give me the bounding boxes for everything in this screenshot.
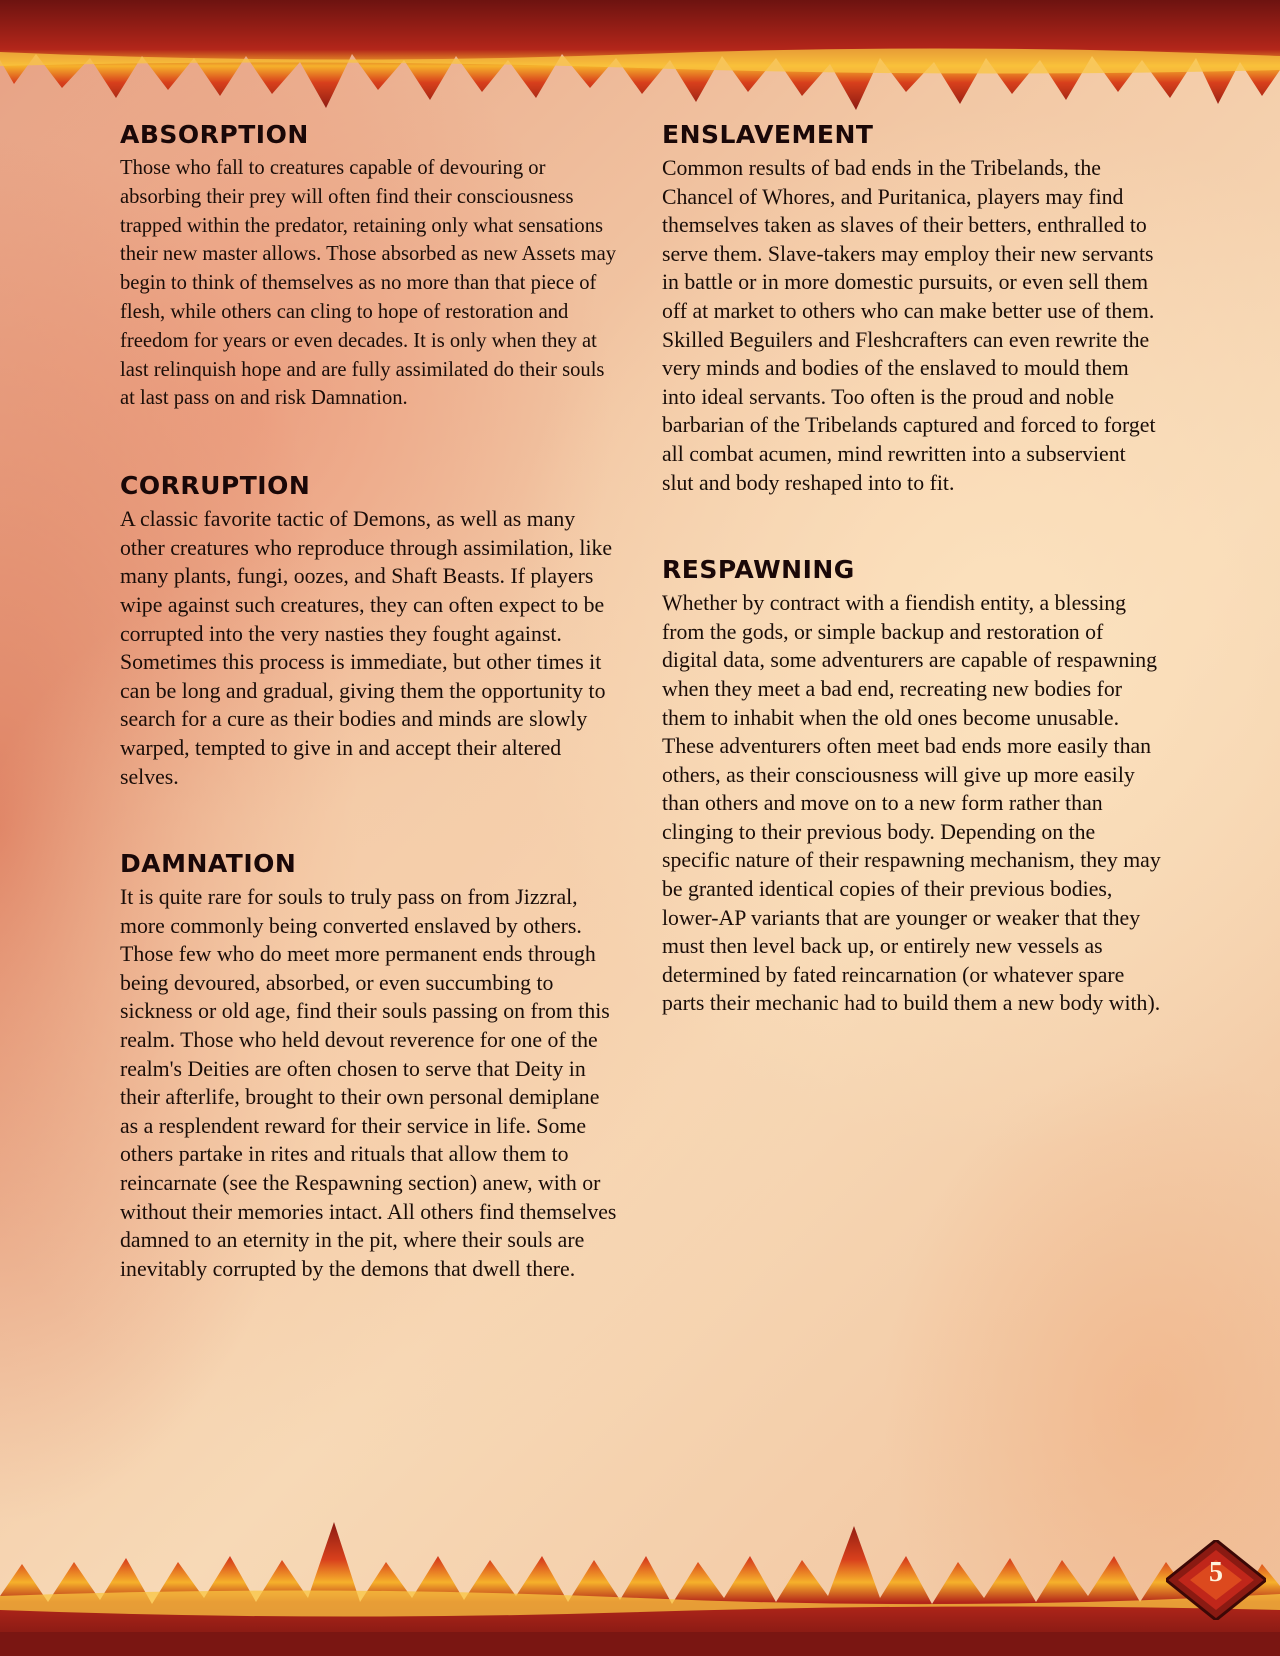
page-number: 5 (1209, 1557, 1223, 1588)
section-heading: CORRUPTION (120, 471, 311, 501)
section-body: A classic favorite tactic of Demons, as well as many other creatures who reproduce through assimilation, like many plants, fungi, oozes, and Shaft Beasts. If players wipe against such creatures, they can often expect to be corrupted into the very nasties they fought against. Sometimes this process is immediate, but other times it can be long and gradual, giving them the opportunity to search for a cure as their bodies and minds are slowly warped, tempted to give in and accept their altered selves. (120, 507, 613, 789)
section-heading: ABSORPTION (120, 120, 309, 149)
section-enslavement (662, 120, 1162, 497)
section-body: Those who fall to creatures capable of devouring or absorbing their prey will often find their consciousness trapped within the predator, retaining only what sensations their new master allows. Those absorbed as new Assets may begin to think of themselves as no more than that piece of flesh, while others can cling to hope of restoration and freedom for years or even decades. It is only when they at last relinquish hope and are fully assimilated do their souls at last pass on and risk Damnation. (120, 157, 617, 410)
right-column (662, 120, 1162, 1018)
section-body: Common results of bad ends in the Tribelands, the Chancel of Whores, and Puritanica, players may find themselves taken as slaves of their betters, enthralled to serve them. Slave-takers may employ their new servants in battle or in more domestic pursuits, or even sell them off at market to others who can make better use of them. Skilled Beguilers and Fleshcrafters can even rewrite the very minds and bodies of the enslaved to mould them into ideal servants. Too often is the proud and noble barbarian of the Tribelands captured and forced to forget all combat acumen, mind rewritten into a subservient slut and body reshaped into to fit. (662, 156, 1156, 495)
flame-border-top (0, 0, 1280, 130)
section-absorption (120, 120, 620, 413)
section-heading: DAMNATION (120, 849, 297, 879)
left-column (120, 120, 620, 1283)
flame-border-bottom (0, 1516, 1280, 1656)
section-damnation (120, 849, 620, 1283)
section-heading: RESPAWNING (662, 555, 855, 585)
section-corruption (120, 471, 620, 791)
section-respawning (662, 555, 1162, 1018)
section-body: It is quite rare for souls to truly pass on from Jizzral, more commonly being converted enslaved by others. Those few who do meet more permanent ends through being devoured, absorbed, or even succumbing to sickness or old age, find their souls passing on from this realm. Those who held devout reverence for one of the realm's Deities are often chosen to serve that Deity in their afterlife, brought to their own personal demiplane as a resplendent reward for their service in life. Some others partake in rites and rituals that allow them to reincarnate (see the Respawning section) anew, with or without their memories intact. All others find themselves damned to an eternity in the pit, where their souls are inevitably corrupted by the demons that dwell there. (120, 885, 617, 1281)
section-body: Whether by contract with a fiendish entity, a blessing from the gods, or simple backup and restoration of digital data, some adventurers are capable of respawning when they meet a bad end, recreating new bodies for them to inhabit when the old ones become unusable. These adventurers often meet bad ends more easily than others, as their consciousness will give up more easily than others and move on to a new form rather than clinging to their previous body. Depending on the specific nature of their respawning mechanism, they may be granted identical copies of their previous bodies, lower-AP variants that are younger or weaker that they must then level back up, or entirely new vessels as determined by fated reincarnation (or whatever spare parts their mechanic had to build them a new body with). (662, 591, 1161, 1016)
section-heading: ENSLAVEMENT (662, 120, 874, 149)
